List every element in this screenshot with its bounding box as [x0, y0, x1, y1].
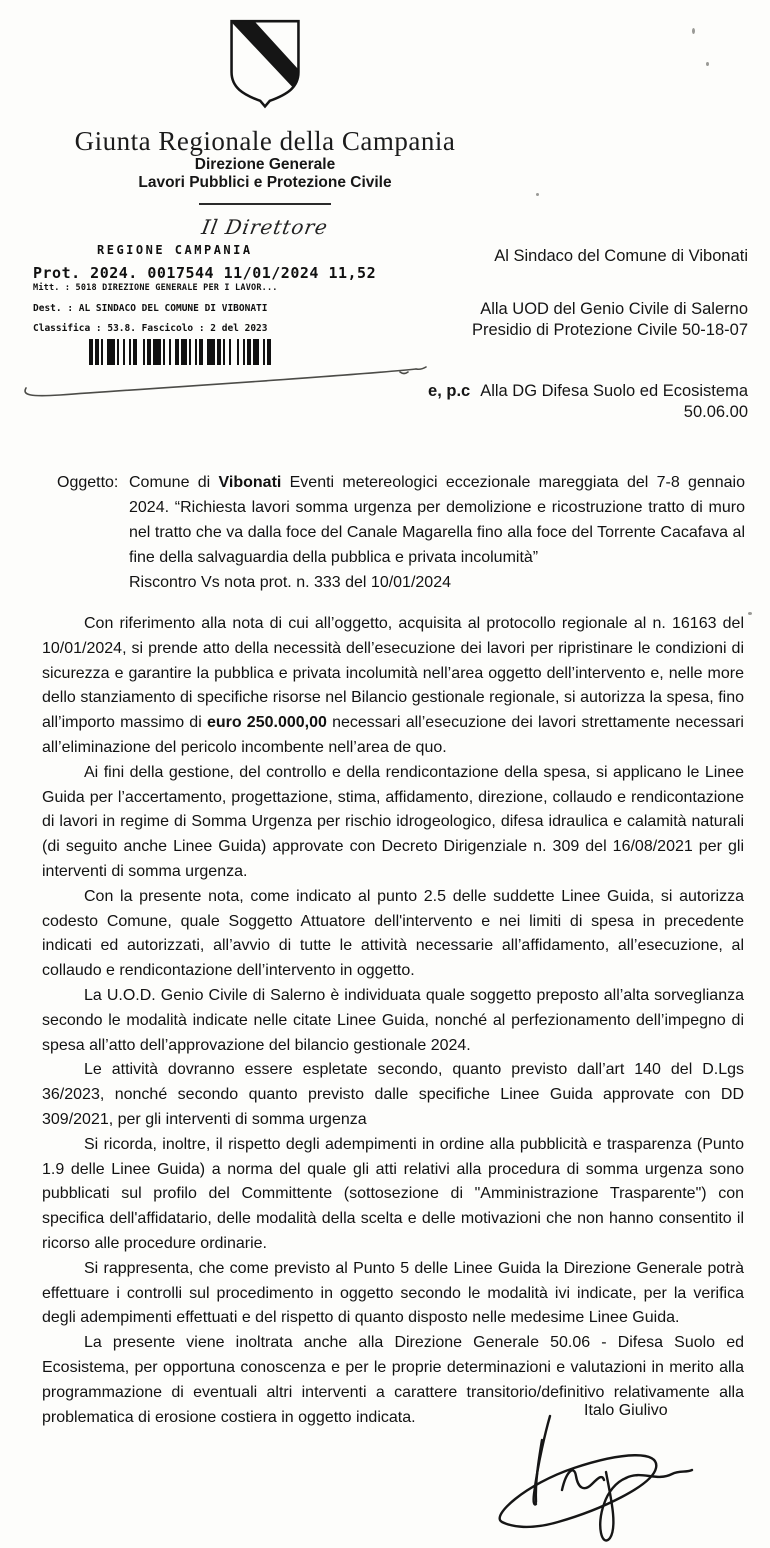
paragraph-4: La U.O.D. Genio Civile di Salerno è individuata quale soggetto preposto all’alta sorveglianza secondo le modalità indicate nelle citate Linee Guida, nonché al perfezionamento dell’impegno di spesa all’atto dell’approvazione del bilancio gestionale 2024.: [42, 986, 744, 1054]
handwritten-signature-icon: [488, 1410, 698, 1546]
department-line-1: Direzione Generale: [194, 156, 336, 173]
subject-reference-line: Riscontro Vs nota prot. n. 333 del 10/01/2024: [129, 574, 451, 591]
scan-speck: [692, 28, 695, 34]
paragraph-5: Le attività dovranno essere espletate secondo, quanto previsto dall’art 140 del D.Lgs 36/2023, nonché secondo quanto previsto dalle specifiche Linee Guida approvate con DD 309/2021, per gli interventi di somma urgenza: [42, 1061, 744, 1128]
stamp-classification-line: Classifica : 53.8. Fascicolo : 2 del 2023: [33, 323, 268, 334]
signature-block: [488, 1396, 708, 1546]
letter-body: [42, 612, 744, 1430]
recipient-3-name: Alla DG Difesa Suolo ed Ecosistema: [480, 382, 748, 400]
stamp-protocol-number: Prot. 2024. 0017544 11/01/2024 11,52: [33, 264, 377, 282]
cc-label: e, p.c: [428, 382, 471, 400]
stamp-region-label: REGIONE CAMPANIA: [97, 243, 253, 257]
subject-label: Oggetto:: [57, 474, 119, 491]
recipient-2-line-1: Alla UOD del Genio Civile di Salerno: [480, 300, 748, 318]
paragraph-2: Ai fini della gestione, del controllo e della rendicontazione della spesa, si applicano le Linee Guida per l’accertamento, progettazione, stima, affidamento, direzione, collaudo e rendicontazione di lavori in regime di Somma Urgenza per rischio idrogeologico, difesa idraulica e calamità naturali (di seguito anche Linee Guida) approvate con Decreto Dirigenziale n. 309 del 16/08/2021 per gli interventi di somma urgenza.: [42, 763, 744, 880]
stamp-sticker-edge-line: [18, 356, 448, 406]
paragraph-7: Si rappresenta, che come previsto al Punto 5 delle Linee Guida la Direzione Generale potrà effettuare i controlli sul procedimento in oggetto secondo le modalità ivi indicate, per la verifica degli adempimenti effettuati e del rispetto di quanto disposto nelle medesime Linee Guida.: [42, 1259, 744, 1327]
letterhead-divider: [199, 203, 331, 205]
scan-speck: [748, 612, 752, 615]
letterhead: [0, 18, 530, 239]
recipient-2: [428, 299, 748, 341]
subject-block: [57, 470, 745, 595]
paragraph-1: Con riferimento alla nota di cui all’oggetto, acquisita al protocollo regionale al n. 16163 del 10/01/2024, si prende atto della necessità dell’esecuzione dei lavori per ripristinare le condizioni di sicurezza e garantire la pubblica e privata incolumità nell’area oggetto dell’intervento e, nelle more dello stanziamento di specifiche risorse nel Bilancio gestionale regionale, si autorizza la spesa, fino all’importo massimo di euro 250.000,00 necessari all’esecuzione dei lavori strettamente necessari all’eliminazione del pericolo incombente nell’area de quo.: [42, 615, 744, 756]
recipient-1: Al Sindaco del Comune di Vibonati: [494, 247, 748, 265]
paragraph-8: La presente viene inoltrata anche alla Direzione Generale 50.06 - Difesa Suolo ed Ecosistema, per opportuna conoscenza e per le proprie determinazioni e valutazioni in merito alla programmazione di eventuali altri interventi a carattere transitorio/definitivo relativamente alla problematica di erosione costiera in oggetto indicata.: [42, 1334, 744, 1426]
scan-speck: [536, 193, 539, 196]
recipients-block: [428, 246, 748, 423]
paragraph-3: Con la presente nota, come indicato al punto 2.5 delle suddette Linee Guida, si autorizza codesto Comune, quale Soggetto Attuatore dell'intervento e nei limiti di spesa in precedente indicati ed autorizzati, all’avvio di tutte le attività necessarie all’affidamento, all’esecuzione, al collaudo e rendicontazione dell’intervento in oggetto.: [42, 887, 744, 980]
campania-coat-of-arms-icon: [223, 18, 307, 112]
recipient-3: [428, 381, 748, 423]
recipient-3-line-2: 50.06.00: [683, 403, 748, 421]
signer-name: Italo Giulivo: [584, 1402, 668, 1419]
stamp-destination-line: Dest. : AL SINDACO DEL COMUNE DI VIBONATI: [33, 303, 268, 314]
organization-name: Giunta Regionale della Campania: [74, 126, 456, 156]
paragraph-6: Si ricorda, inoltre, il rispetto degli adempimenti in ordine alla pubblicità e trasparenza (Punto 1.9 delle Linee Guida) a norma del quale gli atti relativi alla procedura di somma urgenza sono pubblicati sul profilo del Committente (sottosezione di "Amministrazione Trasparente") con specifica dell'affidatario, delle modalità della scelta e delle motivazioni che non hanno consentito il ricorso alle procedure ordinarie.: [42, 1135, 744, 1252]
recipient-2-line-2: Presidio di Protezione Civile 50-18-07: [471, 321, 748, 339]
department-line-2: Lavori Pubblici e Protezione Civile: [138, 174, 392, 191]
protocol-stamp: [33, 243, 443, 365]
subject-text: Comune di Vibonati Eventi metereologici eccezionale mareggiata del 7-8 gennaio 2024. “Richiesta lavori somma urgenza per demolizione e ricostruzione tratto di muro nel tratto che va dalla foce del Canale Magarella fino alla foce del Torrente Cacafava al fine della salvaguardia della pubblica e privata incolumità”: [129, 474, 745, 566]
signer-role: Il Direttore: [199, 215, 331, 239]
scan-speck: [706, 62, 709, 66]
recipient-3-line-1: [428, 381, 748, 402]
stamp-sender-line: Mitt. : 5018 DIREZIONE GENERALE PER I LAVOR...: [33, 283, 278, 293]
